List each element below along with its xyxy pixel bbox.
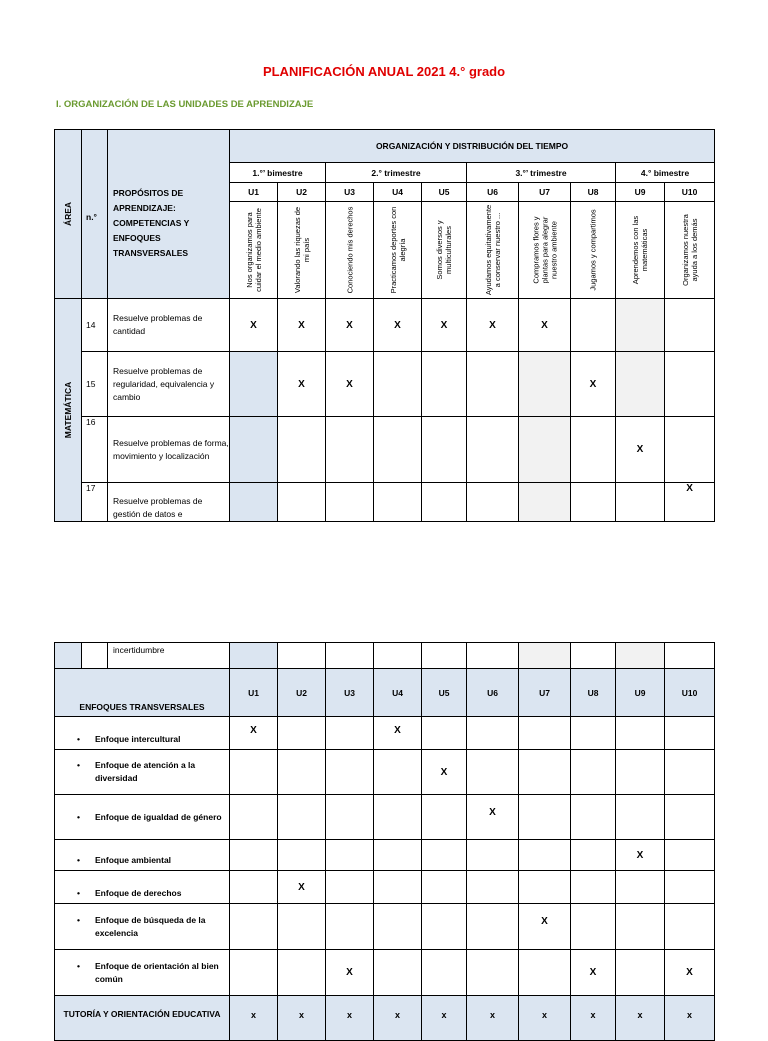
unit-header: U5: [422, 669, 467, 717]
unit-header: U6: [467, 669, 519, 717]
mark-cell: X: [665, 950, 715, 996]
enfoque-label: Enfoque de derechos: [95, 888, 182, 898]
competency-text: Resuelve problemas de forma, movimiento y localización: [108, 417, 230, 483]
mark-cell: [571, 483, 616, 522]
bullet: •: [77, 734, 80, 744]
mark-cell: [616, 950, 665, 996]
mark-cell: [519, 871, 571, 904]
mark-cell: [571, 299, 616, 352]
row-number-cell: [82, 352, 108, 417]
mark-cell: X: [519, 299, 571, 352]
unit-header: U1: [230, 183, 278, 202]
mark-cell: x: [571, 996, 616, 1041]
mark-cell: [519, 352, 571, 417]
cont-cell: [571, 643, 616, 669]
mark-cell: [230, 352, 278, 417]
mark-cell: [326, 904, 374, 950]
area-header-cell: [55, 130, 82, 299]
mark-cell: [278, 717, 326, 750]
period-2: 2.° trimestre: [326, 163, 467, 183]
unit-title: Organizamos nuestra ayuda a los demás: [680, 214, 699, 286]
row-number: 16: [86, 417, 96, 427]
mark-cell: x: [374, 996, 422, 1041]
unit-header: U4: [374, 669, 422, 717]
mark-cell: X: [230, 717, 278, 750]
bullet: •: [77, 760, 80, 770]
enfoque-row-label: [55, 950, 230, 996]
row-number-cell: [82, 483, 108, 522]
mark-cell: [571, 904, 616, 950]
unit-title-cell: [374, 202, 422, 299]
mark-cell: [230, 950, 278, 996]
unit-header: U7: [519, 669, 571, 717]
enfoques-table: [54, 642, 715, 1041]
mark-cell: x: [467, 996, 519, 1041]
mark-cell: [422, 352, 467, 417]
mark-cell: [326, 795, 374, 840]
mark-cell: [278, 795, 326, 840]
mark-cell: [422, 483, 467, 522]
mark-cell: [467, 950, 519, 996]
mark-cell: [326, 840, 374, 871]
mark-cell: [374, 795, 422, 840]
mark-cell: [571, 871, 616, 904]
unit-title-cell: [571, 202, 616, 299]
enfoque-label: Enfoque ambiental: [95, 855, 172, 865]
mark-cell: [230, 417, 278, 483]
row-number-cell: [82, 417, 108, 483]
mark-cell: [422, 717, 467, 750]
page-title: PLANIFICACIÓN ANUAL 2021 4.° grado: [262, 64, 506, 79]
mark-cell: X: [326, 299, 374, 352]
mark-cell: [616, 795, 665, 840]
cont-cell: [616, 643, 665, 669]
unit-header: U10: [665, 183, 715, 202]
row-number: 17: [86, 483, 96, 493]
unit-title: Nos organizamos para cuidar el medio ambiente: [244, 208, 263, 292]
bullet: •: [77, 888, 80, 898]
mark-cell: [665, 840, 715, 871]
unit-title-cell: [519, 202, 571, 299]
mark-cell: [616, 871, 665, 904]
enfoque-label: Enfoque de igualdad de género: [95, 811, 222, 822]
unit-header: U6: [467, 183, 519, 202]
row-number: 14: [86, 320, 96, 330]
mark-cell: X: [571, 950, 616, 996]
competency-text: Resuelve problemas de regularidad, equivalencia y cambio: [108, 352, 230, 417]
bullet: •: [77, 914, 80, 925]
unit-title: Jugamos y compartimos: [588, 209, 598, 291]
mark-cell: [374, 352, 422, 417]
area-cont-cell: [55, 643, 82, 669]
unit-title-cell: [665, 202, 715, 299]
mark-cell: [616, 904, 665, 950]
tutoria-label: TUTORÍA Y ORIENTACIÓN EDUCATIVA: [55, 996, 230, 1041]
unit-title: Aprendemos con las matemáticas: [631, 215, 649, 285]
mark-cell: [665, 904, 715, 950]
mark-cell: X: [616, 840, 665, 871]
enfoque-row-label: [55, 717, 230, 750]
unit-header: U7: [519, 183, 571, 202]
unit-header: U3: [326, 669, 374, 717]
mark-cell: [467, 717, 519, 750]
enfoque-row-label: [55, 904, 230, 950]
mark-cell: [374, 483, 422, 522]
mark-cell: [665, 717, 715, 750]
mark-cell: [422, 417, 467, 483]
cont-cell: [230, 643, 278, 669]
unit-title: Ayudamos equitativamente a conservar nuestro ...: [483, 204, 502, 296]
enfoque-label: Enfoque de atención a la diversidad: [95, 760, 196, 783]
mark-cell: [326, 417, 374, 483]
unit-title: Somos diversos y multiculturales: [435, 220, 453, 280]
mark-cell: [278, 417, 326, 483]
competency-text: Resuelve problemas de cantidad: [108, 299, 230, 352]
mark-cell: X: [326, 950, 374, 996]
unit-header: U2: [278, 669, 326, 717]
row-number: 15: [86, 379, 96, 389]
section-heading: I. ORGANIZACIÓN DE LAS UNIDADES DE APRENDIZAJE: [56, 99, 314, 110]
period-1: 1.°’ bimestre: [230, 163, 326, 183]
mark-cell: X: [467, 299, 519, 352]
mark-cell: [230, 904, 278, 950]
mark-cell: [519, 717, 571, 750]
row-number-cell: [82, 299, 108, 352]
area-cell: [55, 299, 82, 522]
unit-title-cell: [616, 202, 665, 299]
propositos-header: PROPÓSITOS DE APRENDIZAJE: COMPETENCIAS Y ENFOQUES TRANSVERSALES: [108, 130, 230, 299]
mark-cell: x: [519, 996, 571, 1041]
mark-cell: [519, 750, 571, 795]
mark-cell: [422, 795, 467, 840]
unit-title: Conociendo mis derechos: [345, 206, 354, 294]
unit-header: U9: [616, 669, 665, 717]
mark-cell: [374, 904, 422, 950]
mark-cell: [665, 352, 715, 417]
mark-cell: X: [278, 299, 326, 352]
mark-cell: [665, 417, 715, 483]
mark-cell: [422, 950, 467, 996]
mark-cell: [374, 417, 422, 483]
mark-cell: [374, 871, 422, 904]
unit-title: Compramos flores y plantas para alegrar nuestro ambiente: [531, 216, 558, 284]
mark-cell: [278, 750, 326, 795]
competency-text: Resuelve problemas de gestión de datos e: [108, 483, 230, 522]
mark-cell: X: [519, 904, 571, 950]
unit-header: U8: [571, 669, 616, 717]
mark-cell: [616, 750, 665, 795]
mark-cell: x: [616, 996, 665, 1041]
mark-cell: X: [571, 352, 616, 417]
period-4: 4.° bimestre: [616, 163, 715, 183]
bullet: •: [77, 811, 80, 822]
unit-header: U9: [616, 183, 665, 202]
mark-cell: [230, 483, 278, 522]
mark-cell: [278, 904, 326, 950]
mark-cell: [230, 795, 278, 840]
enfoque-row-label: [55, 795, 230, 840]
unit-title: Valorando las riquezas de mi país: [292, 206, 311, 294]
mark-cell: X: [422, 299, 467, 352]
mark-cell: [467, 840, 519, 871]
mark-cell: [422, 871, 467, 904]
n-header: n.°: [86, 212, 97, 222]
mark-cell: [467, 483, 519, 522]
mark-cell: [326, 871, 374, 904]
mark-cell: [326, 717, 374, 750]
cont-cell: [422, 643, 467, 669]
mark-cell: [571, 717, 616, 750]
area-header: ÁREA: [63, 201, 73, 227]
cont-cell: [519, 643, 571, 669]
unit-title-cell: [422, 202, 467, 299]
mark-cell: [278, 483, 326, 522]
cont-cell: [278, 643, 326, 669]
mark-cell: x: [665, 996, 715, 1041]
cont-cell: [326, 643, 374, 669]
unit-header: U1: [230, 669, 278, 717]
unit-header: U10: [665, 669, 715, 717]
mark-cell: X: [278, 352, 326, 417]
mark-cell: [571, 840, 616, 871]
mark-cell: X: [326, 352, 374, 417]
enfoque-label: Enfoque de orientación al bien común: [95, 960, 219, 984]
mark-cell: [422, 840, 467, 871]
n-cont-cell: [82, 643, 108, 669]
mark-cell: X: [278, 871, 326, 904]
mark-cell: X: [616, 417, 665, 483]
mark-cell: [616, 717, 665, 750]
mark-cell: [422, 904, 467, 950]
unit-header: U3: [326, 183, 374, 202]
mark-cell: X: [467, 795, 519, 840]
units-organization-table: [54, 129, 715, 522]
unit-header: U8: [571, 183, 616, 202]
unit-header: U2: [278, 183, 326, 202]
mark-cell: [571, 750, 616, 795]
mark-cell: [665, 871, 715, 904]
mark-cell: x: [278, 996, 326, 1041]
mark-cell: [519, 795, 571, 840]
mark-cell: [616, 352, 665, 417]
mark-cell: [571, 417, 616, 483]
mark-cell: [519, 417, 571, 483]
bullet: •: [77, 960, 80, 971]
mark-cell: [326, 483, 374, 522]
mark-cell: [616, 299, 665, 352]
mark-cell: [467, 750, 519, 795]
enfoque-row-label: [55, 840, 230, 871]
mark-cell: X: [374, 717, 422, 750]
mark-cell: [278, 840, 326, 871]
mark-cell: [374, 950, 422, 996]
mark-cell: [571, 795, 616, 840]
unit-title: Practicamos deportes con alegría: [388, 206, 407, 294]
mark-cell: x: [230, 996, 278, 1041]
mark-cell: [467, 352, 519, 417]
mark-cell: [616, 483, 665, 522]
mark-cell: X: [374, 299, 422, 352]
mark-cell: [230, 750, 278, 795]
unit-header: U5: [422, 183, 467, 202]
enfoques-header: ENFOQUES TRANSVERSALES: [55, 669, 230, 717]
unit-title-cell: [278, 202, 326, 299]
mark-cell: [519, 483, 571, 522]
unit-title-cell: [230, 202, 278, 299]
enfoque-row-label: [55, 750, 230, 795]
mark-cell: [665, 750, 715, 795]
mark-cell: [230, 840, 278, 871]
mark-cell: [665, 795, 715, 840]
mark-cell: [374, 840, 422, 871]
mark-cell: [665, 299, 715, 352]
mark-cell: [467, 417, 519, 483]
mark-cell: X: [665, 483, 715, 522]
mark-cell: X: [422, 750, 467, 795]
enfoque-label: Enfoque de búsqueda de la excelencia: [95, 914, 206, 938]
mark-cell: [467, 904, 519, 950]
mark-cell: [374, 750, 422, 795]
n-header-cell: [82, 130, 108, 299]
bullet: •: [77, 855, 80, 865]
enfoque-label: Enfoque intercultural: [95, 734, 181, 744]
unit-title-cell: [467, 202, 519, 299]
mark-cell: [519, 840, 571, 871]
mark-cell: [519, 950, 571, 996]
mark-cell: x: [422, 996, 467, 1041]
unit-title-cell: [326, 202, 374, 299]
enfoque-row-label: [55, 871, 230, 904]
cont-cell: [374, 643, 422, 669]
period-3: 3.°’ trimestre: [467, 163, 616, 183]
org-time-header: ORGANIZACIÓN Y DISTRIBUCIÓN DEL TIEMPO: [230, 130, 715, 163]
unit-header: U4: [374, 183, 422, 202]
mark-cell: x: [326, 996, 374, 1041]
area-name: MATEMÁTICA: [63, 381, 73, 439]
mark-cell: [326, 750, 374, 795]
mark-cell: [278, 950, 326, 996]
mark-cell: [230, 871, 278, 904]
continued-text: incertidumbre: [108, 643, 230, 669]
cont-cell: [467, 643, 519, 669]
mark-cell: [467, 871, 519, 904]
cont-cell: [665, 643, 715, 669]
mark-cell: X: [230, 299, 278, 352]
